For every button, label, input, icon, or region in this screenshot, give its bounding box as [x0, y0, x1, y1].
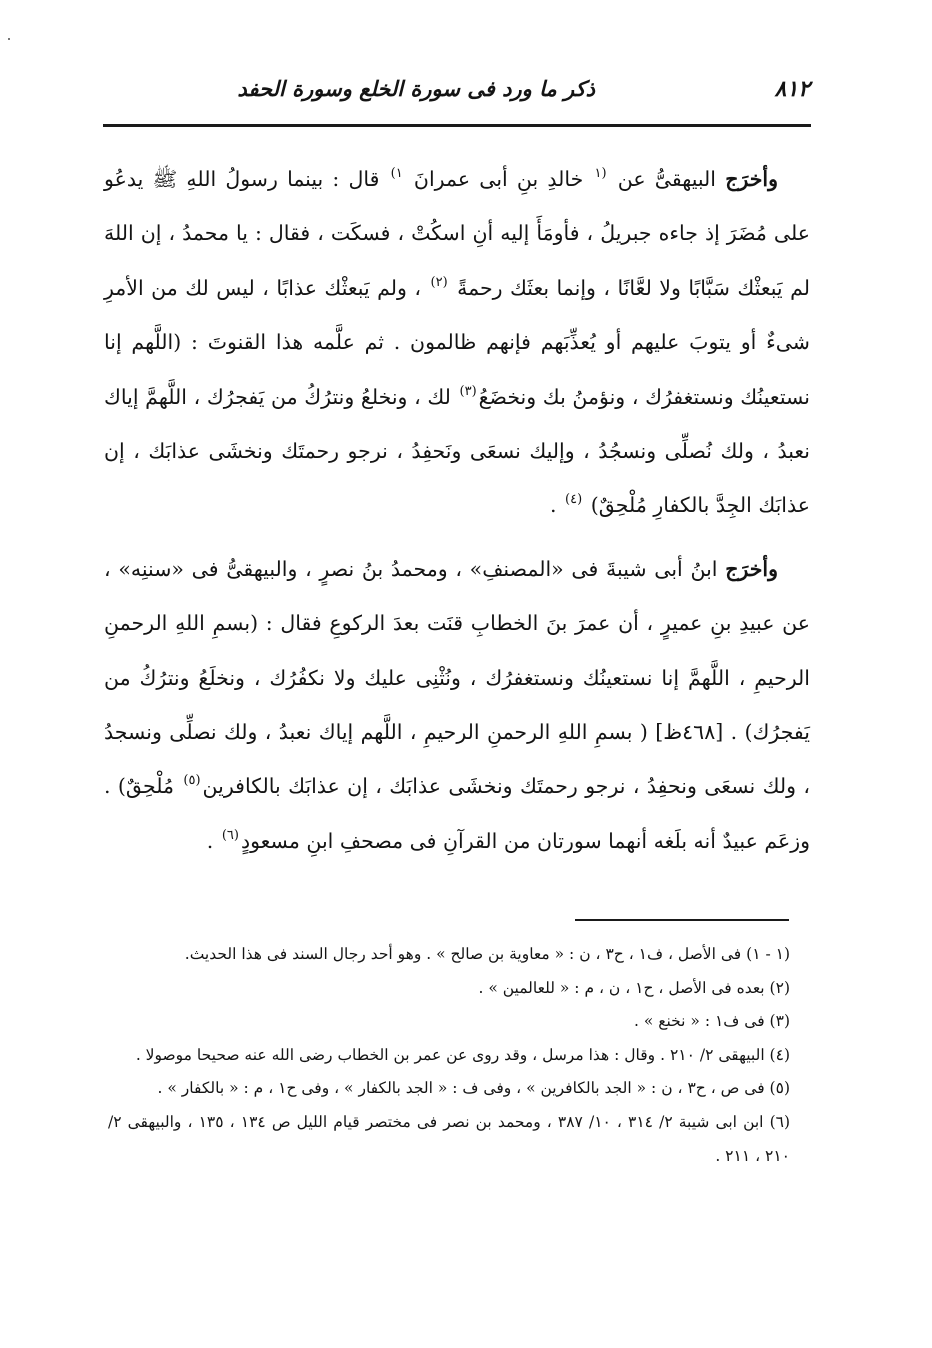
- text-run: خالدِ بنِ أبى عمرانَ: [404, 167, 593, 191]
- footnote: (٥) فى ص ، ح٣ ، ن : « الجد بالكافرين » ، وفى ف : « الجد بالكفار » ، وفى ح١ ، م : « بالكفار » .: [157, 1079, 790, 1098]
- header-rule: [103, 124, 811, 127]
- footnote: (٤) البيهقى ٢/ ٢١٠ . وقال : هذا مرسل ، وقد روى عن عمر بن الخطاب رضى الله عنه صحيحا موصولا .: [135, 1045, 790, 1064]
- scan-speck: [8, 38, 10, 40]
- running-title: ذكر ما ورد فى سورة الخلع وسورة الحفد: [237, 76, 595, 101]
- page-header: [120, 72, 810, 112]
- footnote: (٦) ابن ابى شيبة ٢/ ٣١٤ ، ١٠/ ٣٨٧ ، ومحمد بن نصر فى مختصر قيام الليل ص ١٣٤ ، ١٣٥ ، والبيهقى ٢/ ٢١٠ ، ٢١١ .: [108, 1112, 791, 1165]
- main-text: [104, 152, 810, 868]
- footnote-ref: (٥): [183, 773, 201, 789]
- paragraph-lead-word: وأخرَج: [725, 556, 778, 581]
- footnote-ref: (٣): [459, 383, 477, 399]
- text-run: .: [206, 828, 220, 853]
- text-run: البيهقىُّ عن: [608, 167, 726, 191]
- text-run: .: [550, 493, 564, 518]
- page-number: ٨١٢: [774, 76, 810, 102]
- text-run: قال : بينما رسولُ اللهِ ﷺ يدعُو على مُضَرَ إذ جاءه جبريلُ ، فأومَأَ إليه أنِ اسكُتْ ، فسكَت ، فقال : يا محمدُ ، إن اللهَ لم يَبعثْك سَبَّابًا ولا لعَّانًا ، وإنما بعثَك رحمةً: [104, 167, 810, 300]
- footnotes: [108, 938, 790, 1173]
- footnote-ref: (٦): [221, 827, 239, 843]
- paragraph-2: [104, 542, 810, 868]
- footnote-ref: (٢): [430, 274, 448, 290]
- text-run: لك ، ونخلعُ ونترُكُ من يَفجرُك ، اللَّهمَّ إياك نعبدُ ، ولك نُصلِّى ونسجُدُ ، وإليك نسعَى ونَحفِدُ ، نرجو رحمتَك ونخشَى عذابَك ، إن عذابَك الجِدَّ بالكفارِ مُلْحِقٌ): [104, 384, 810, 518]
- text-run: مُلْحِقٌ) . وزعَم عبيدٌ أنه بلَغه أنهما سورتان من القرآنِ فى مصحفِ ابنِ مسعودٍ: [104, 774, 810, 853]
- paragraph-1: [104, 152, 810, 533]
- paragraph-lead-word: وأخرَج: [725, 167, 778, 191]
- footnote: (٢) بعده فى الأصل ، ح١ ، ن ، م : « للعالمين » .: [478, 978, 790, 997]
- footnote: (٣) فى ف١ : « نخنع » .: [633, 1012, 790, 1031]
- footnote: (١ - ١) فى الأصل ، ف١ ، ح٣ ، ن : « معاوية بن صالح » . وهو أحد رجال السند فى هذا الحديث.: [184, 945, 790, 963]
- text-run: ابنُ أبى شيبةَ فى «المصنفِ» ، ومحمدُ بنُ نصرٍ ، والبيهقىُّ فى «سننِه» ، عن عبيدِ بنِ عميرٍ ، أن عمرَ بنَ الخطابِ قنَت بعدَ الركوعِ فقال : (بسمِ اللهِ الرحمنِ الرحيمِ ، اللَّهمَّ إنا نستعينُك ونستغفرُك ، ونُثْنِى عليك ولا نكفُرُك ، ونخلَعُ ونترُكُ من يَفجرُك) . [٤٦٨ظ] ( بسمِ اللهِ الرحمنِ الرحيمِ ، اللَّهم إياك نعبدُ ، ولك نصلِّى ونسجدُ ، ولك نسعَى ونحفِدُ ، نرجو رحمتَك ونخشَى عذابَك ، إن عذابَك بالكافرين: [104, 556, 811, 799]
- footnote-ref: (٤): [565, 492, 583, 508]
- footnote-ref: (١: [594, 166, 607, 181]
- footnote-ref: ١): [390, 166, 403, 181]
- footnote-separator: [575, 919, 789, 921]
- text-run: ، ولم يَبعثْك عذابًا ، ليس لك من الأمرِ شىءٌ أو يتوبَ عليهم أو يُعذِّبَهم فإنهم ظالمون . ثم علَّمه هذا القنوتَ : (اللَّهم إنا نستعينُك ونستغفرُك ، ونؤمنُ بك ونخضَعُ: [104, 275, 810, 409]
